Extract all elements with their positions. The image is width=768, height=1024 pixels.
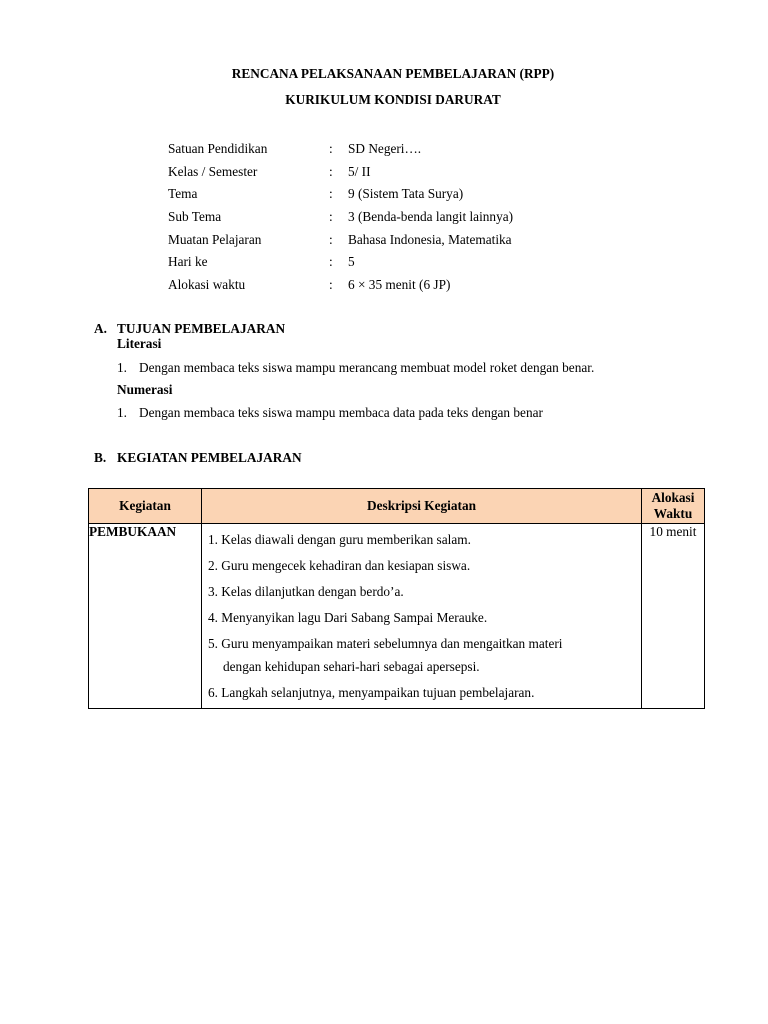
- info-colon: :: [329, 277, 333, 293]
- steps-list: [202, 524, 641, 708]
- info-value: 5/ II: [348, 163, 371, 179]
- info-row: [168, 253, 668, 276]
- step-item: 6. Langkah selanjutnya, menyampaikan tujuan pembelajaran.: [208, 685, 535, 700]
- list-number: 1.: [117, 405, 127, 420]
- info-row: [168, 231, 668, 254]
- info-colon: :: [329, 209, 333, 225]
- info-value: 5: [348, 254, 355, 270]
- info-value: 6 × 35 menit (6 JP): [348, 277, 451, 293]
- info-value: Bahasa Indonesia, Matematika: [348, 231, 512, 247]
- list-number: 1.: [117, 360, 127, 375]
- info-colon: :: [329, 231, 333, 247]
- header-alokasi-line1: Alokasi: [651, 490, 695, 505]
- info-label: Muatan Pelajaran: [168, 231, 262, 247]
- info-row: [168, 276, 668, 299]
- header-deskripsi: Deskripsi Kegiatan: [202, 489, 642, 524]
- step-item: [208, 632, 641, 678]
- header-alokasi-line2: Waktu: [653, 506, 693, 521]
- table-row: [89, 524, 705, 709]
- activity-table: [88, 488, 705, 709]
- section-letter: A.: [94, 321, 107, 336]
- header-alokasi: [642, 489, 705, 524]
- info-label: Kelas / Semester: [168, 163, 258, 179]
- kegiatan-cell: PEMBUKAAN: [89, 524, 202, 709]
- step-text: 5. Guru menyampaikan materi sebelumnya dan mengaitkan materi: [208, 636, 563, 651]
- step-continuation: dengan kehidupan sehari-hari sebagai apersepsi.: [223, 659, 480, 674]
- numerasi-heading: Numerasi: [117, 382, 173, 397]
- section-title: KEGIATAN PEMBELAJARAN: [117, 450, 302, 465]
- info-label: Hari ke: [168, 254, 208, 270]
- identity-block: [168, 140, 668, 299]
- info-value: SD Negeri….: [348, 141, 422, 156]
- step-item: 2. Guru mengecek kehadiran dan kesiapan siswa.: [208, 558, 471, 573]
- info-colon: :: [329, 163, 333, 179]
- info-row: [168, 163, 668, 186]
- info-colon: :: [329, 254, 333, 270]
- info-value: 3 (Benda-benda langit lainnya): [348, 209, 514, 225]
- document-subtitle: KURIKULUM KONDISI DARURAT: [285, 92, 501, 107]
- step-item: 3. Kelas dilanjutkan dengan berdo’a.: [208, 584, 404, 599]
- step-item: 1. Kelas diawali dengan guru memberikan salam.: [208, 532, 471, 547]
- table-header-row: [89, 489, 705, 524]
- list-text: Dengan membaca teks siswa mampu merancang membuat model roket dengan benar.: [139, 360, 595, 375]
- section-letter: B.: [94, 450, 107, 465]
- info-row: [168, 208, 668, 231]
- info-colon: :: [329, 186, 333, 202]
- document-title: RENCANA PELAKSANAAN PEMBELAJARAN (RPP): [231, 66, 555, 81]
- list-text: Dengan membaca teks siswa mampu membaca data pada teks dengan benar: [139, 405, 543, 420]
- info-label: Tema: [168, 186, 198, 202]
- info-row: [168, 140, 668, 163]
- header-kegiatan: Kegiatan: [89, 489, 202, 524]
- alokasi-cell: 10 menit: [642, 524, 705, 709]
- info-label: Alokasi waktu: [168, 277, 246, 293]
- info-label: Sub Tema: [168, 209, 222, 225]
- info-label: Satuan Pendidikan: [168, 141, 268, 156]
- step-item: 4. Menyanyikan lagu Dari Sabang Sampai Merauke.: [208, 610, 488, 625]
- info-row: [168, 185, 668, 208]
- info-colon: :: [329, 141, 333, 156]
- deskripsi-cell: [202, 524, 642, 709]
- literasi-heading: Literasi: [117, 336, 162, 351]
- section-title: TUJUAN PEMBELAJARAN: [117, 321, 286, 336]
- info-value: 9 (Sistem Tata Surya): [348, 186, 464, 202]
